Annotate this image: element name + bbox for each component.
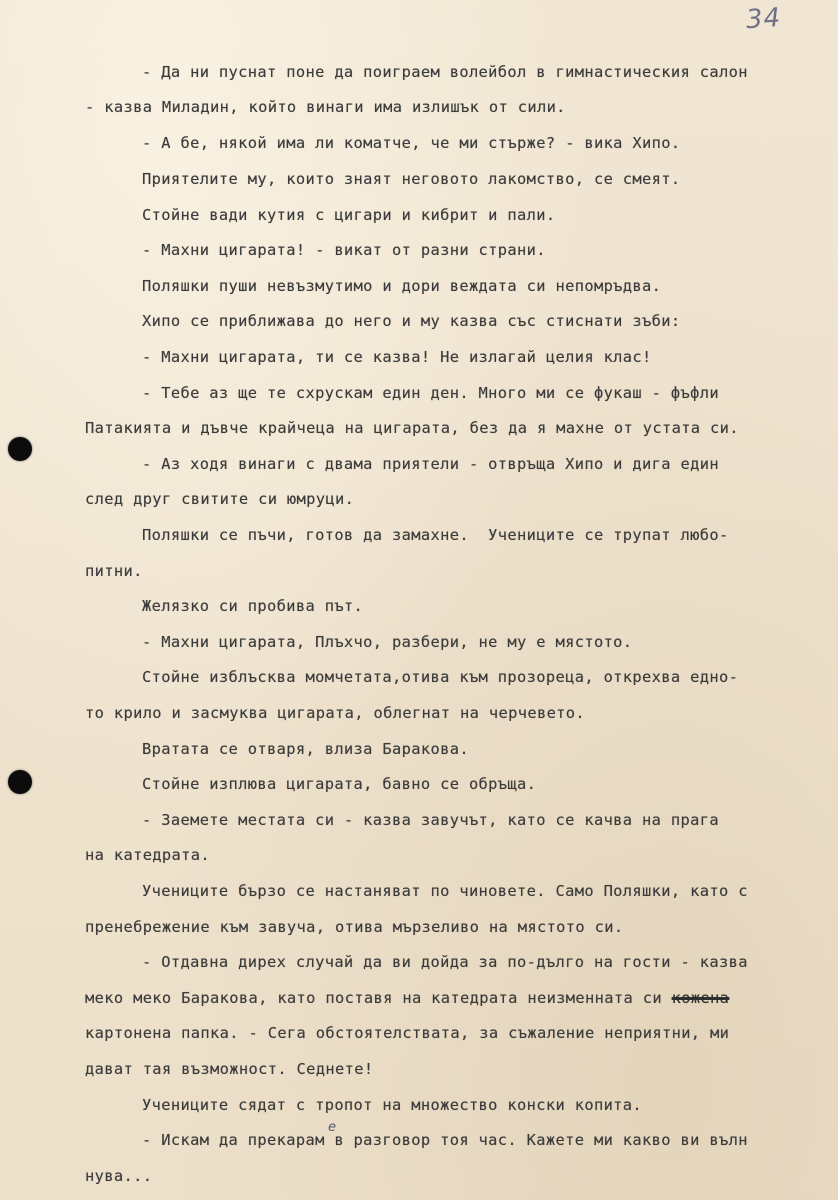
text-line: то крило и засмуква цигарата, облегнат на черчевето.: [85, 704, 586, 722]
text-line: пренебрежение към завуча, отива мързеливо на мястото си.: [85, 918, 624, 936]
text-line: - Махни цигарата, ти се казва! Не излагай целия клас!: [142, 348, 652, 366]
text-line: - А бе, някой има ли коматче, че ми стърже? - вика Хипо.: [142, 134, 681, 152]
text-line: [85, 988, 729, 1008]
page-number: 34: [744, 2, 783, 36]
text-line: - Отдавна дирех случай да ви дойда за по-дълго на гости - казва: [142, 953, 748, 971]
text-line: - Искам да прекарам в разговор тоя час. Кажете ми какво ви вълн: [142, 1131, 748, 1149]
text-line: Поляшки се пъчи, готов да замахне. Учениците се трупат любо-: [142, 526, 729, 544]
text-line: Стойне изплюва цигарата, бавно се обръща.: [142, 775, 537, 793]
text-line: - Да ни пуснат поне да поиграем волейбол в гимнастическия салон: [142, 63, 748, 81]
text-line: - Аз ходя винаги с двама приятели - отвръща Хипо и дига един: [142, 455, 719, 473]
text-line: - Махни цигарата, Плъхчо, разбери, не му е мястото.: [142, 633, 633, 651]
text-line: питни.: [85, 562, 143, 580]
text-line: - Махни цигарата! - викат от разни страни.: [142, 241, 546, 259]
text-line: - Заемете местата си - казва завучът, като се качва на прага: [142, 811, 719, 829]
text-line: дават тая възможност. Седнете!: [85, 1060, 374, 1078]
text-line: Учениците сядат с тропот на множество конски копита.: [142, 1096, 643, 1114]
text-line: Стойне вади кутия с цигари и кибрит и пали.: [142, 206, 556, 224]
text-line: - Тебе аз ще те схрускам един ден. Много ми се фукаш - фъфли: [142, 384, 719, 402]
text-line: - казва Миладин, който винаги има излишък от сили.: [85, 98, 566, 116]
text-line: Поляшки пуши невъзмутимо и дори веждата си непомръдва.: [142, 277, 662, 295]
text-line-content: меко меко Баракова, като поставя на катедрата неизменната си: [85, 989, 662, 1007]
text-line: Желязко си пробива път.: [142, 597, 364, 615]
struck-out-word: кожена: [671, 989, 730, 1007]
text-line: Учениците бързо се настаняват по чиновете. Само Поляшки, като с: [142, 882, 748, 900]
text-line: Патакията и дъвче крайчеца на цигарата, без да я махне от устата си.: [85, 419, 739, 437]
text-line: Приятелите му, които знаят неговото лакомство, се смеят.: [142, 170, 681, 188]
text-line: на катедрата.: [85, 846, 211, 864]
text-line: след друг свитите си юмруци.: [85, 490, 355, 508]
text-line: нува...: [85, 1167, 153, 1185]
text-line: Хипо се приближава до него и му казва със стиснати зъби:: [142, 312, 681, 330]
handwritten-insertion: е: [328, 1120, 336, 1135]
text-line: Стойне изблъсква момчетата,отива към прозореца, открехва едно-: [142, 668, 739, 686]
text-line: Вратата се отваря, влиза Баракова.: [142, 740, 469, 758]
text-line: картонена папка. - Сега обстоятелствата, за съжаление неприятни, ми: [85, 1024, 730, 1042]
